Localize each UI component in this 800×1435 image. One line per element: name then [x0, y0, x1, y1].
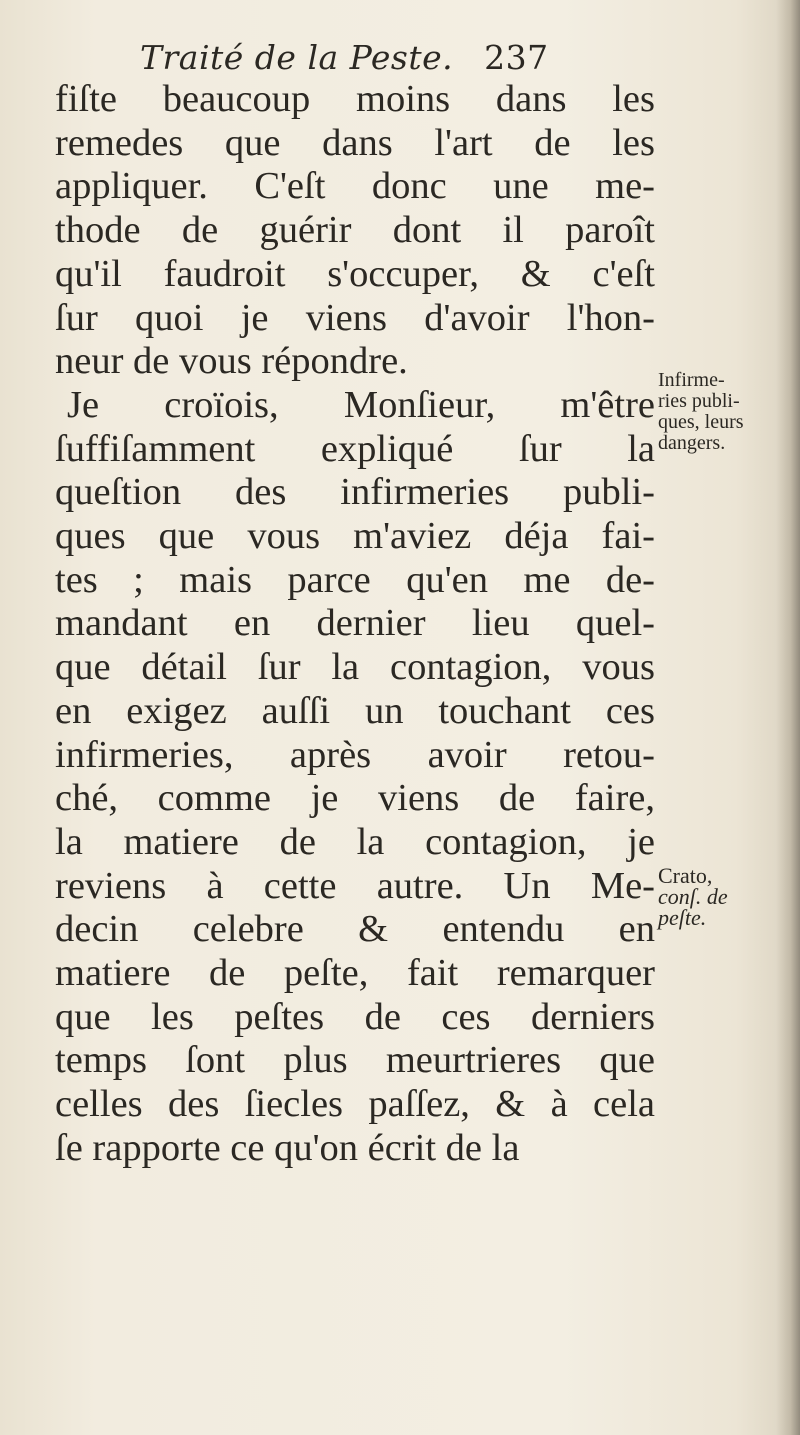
text-line: ſe rapporte ce qu'on écrit de la — [55, 1126, 520, 1169]
text-line: ſuffiſamment expliqué ſur la — [55, 427, 655, 470]
page-edge-shadow — [776, 0, 800, 1435]
running-header — [140, 38, 660, 77]
margin-note-line: ques, leurs — [658, 411, 744, 433]
text-line: ques que vous m'aviez déja fai- — [55, 515, 655, 558]
main-text-block — [55, 78, 655, 1171]
text-line: celles des ſiecles paſſez, & à cela — [55, 1083, 655, 1126]
margin-note-line: conſ. de — [658, 884, 728, 909]
text-line: la matiere de la contagion, je — [55, 820, 655, 863]
text-line: reviens à cette autre. Un Me- — [55, 864, 655, 907]
text-line: remedes que dans l'art de les — [55, 121, 655, 164]
text-line: qu'il faudroit s'occuper, & c'eſt — [55, 252, 655, 295]
margin-note-line: Crato, — [658, 863, 713, 888]
text-line: matiere de peſte, fait remarquer — [55, 952, 655, 995]
margin-note-line: Infirme- — [658, 369, 725, 391]
text-line: temps ſont plus meurtrieres que — [55, 1039, 655, 1082]
margin-note-infirmeries — [658, 370, 788, 454]
margin-note-crato — [658, 865, 788, 928]
running-title: Traité de la Peste. — [140, 38, 454, 77]
text-line: neur de vous répondre. — [55, 340, 408, 383]
page-number: 237 — [484, 38, 549, 77]
text-line: que détail ſur la contagion, vous — [55, 646, 655, 689]
text-line: decin celebre & entendu en — [55, 908, 655, 951]
text-line: en exigez auſſi un touchant ces — [55, 689, 655, 732]
text-line: ſur quoi je viens d'avoir l'hon- — [55, 296, 655, 339]
text-line: que les peſtes de ces derniers — [55, 995, 655, 1038]
text-line: appliquer. C'eſt donc une me- — [55, 165, 655, 208]
margin-note-line: peſte. — [658, 905, 707, 930]
text-line: fiſte beaucoup moins dans les — [55, 78, 655, 120]
text-line: mandant en dernier lieu quel- — [55, 602, 655, 645]
text-line: thode de guérir dont il paroît — [55, 209, 655, 252]
margin-note-line: dangers. — [658, 432, 726, 454]
text-line: Je croïois, Monſieur, m'être — [67, 383, 655, 426]
text-line: tes ; mais parce qu'en me de- — [55, 558, 655, 601]
margin-note-line: ries publi- — [658, 390, 740, 412]
text-line: ché, comme je viens de faire, — [55, 777, 655, 820]
text-line: queſtion des infirmeries publi- — [55, 471, 655, 514]
text-line: infirmeries, après avoir retou- — [55, 733, 655, 776]
